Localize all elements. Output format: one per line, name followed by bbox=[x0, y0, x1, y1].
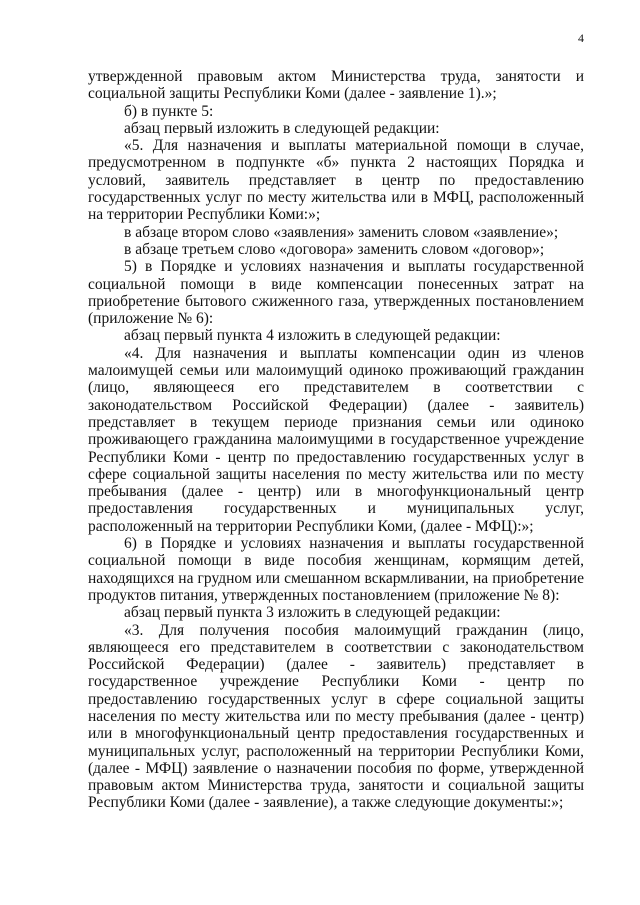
paragraph-9: «4. Для назначения и выплаты компенсации один из членов малоимущей семьи или малоимущий одиноко проживающий гражданин (лицо, являющееся его представителем в соответствии с законодательством Российской Федерации) (далее - заявитель) представляет в текущем периоде признания семьи или одиноко проживающего гражданина малоимущими в государственное учреждение Республики Коми - центр по предоставлению государственных услуг в сфере социальной защиты населения по месту жительства или по месту пребывания (далее - центр) или в многофункциональный центр предоставления государственных и муниципальных услуг, расположенный на территории Республики Коми, (далее - МФЦ):»; bbox=[88, 344, 584, 535]
paragraph-12: «3. Для получения пособия малоимущий гражданин (лицо, являющееся его представителем в соответствии с законодательством Российской Федерации) (далее - заявитель) представляет в государственное учреждение Республики Коми - центр по предоставлению государственных услуг в сфере социальной защиты населения по месту жительства или по месту пребывания (далее - центр) или в многофункциональный центр предоставления государственных и муниципальных услуг, расположенный на территории Республики Коми, (далее - МФЦ) заявление о назначении пособия по форме, утвержденной правовым актом Министерства труда, занятости и социальной защиты Республики Коми (далее - заявление), а также следующие документы:»; bbox=[88, 621, 584, 812]
paragraph-1: утвержденной правовым актом Министерства труда, занятости и социальной защиты Республики Коми (далее - заявление 1).»; bbox=[88, 68, 584, 103]
paragraph-8: абзац первый пункта 4 изложить в следующей редакции: bbox=[124, 327, 501, 345]
paragraph-3: абзац первый изложить в следующей редакции: bbox=[124, 119, 440, 137]
paragraph-6: в абзаце третьем слово «договора» заменить словом «договор»; bbox=[124, 240, 545, 258]
paragraph-2: б) в пункте 5: bbox=[124, 102, 214, 120]
paragraph-4: «5. Для назначения и выплаты материальной помощи в случае, предусмотренном в подпункте «б» пункта 2 настоящих Порядка и условий, заявитель представляет в центр по предоставлению государственных услуг по месту жительства или в МФЦ, расположенный на территории Республики Коми:»; bbox=[88, 137, 584, 224]
paragraph-10: 6) в Порядке и условиях назначения и выплаты государственной социальной помощи в виде пособия женщинам, кормящим детей, находящихся на грудном или смешанном вскармливании, на приобретение продуктов питания, утвержденных постановлением (приложение № 8): bbox=[88, 535, 584, 604]
paragraph-7: 5) в Порядке и условиях назначения и выплаты государственной социальной помощи в виде компенсации понесенных затрат на приобретение бытового сжиженного газа, утвержденных постановлением (приложение № 6): bbox=[88, 258, 584, 328]
document-body bbox=[88, 68, 584, 812]
paragraph-11: абзац первый пункта 3 изложить в следующей редакции: bbox=[124, 604, 501, 622]
paragraph-5: в абзаце втором слово «заявления» заменить словом «заявление»; bbox=[124, 223, 559, 241]
page-number: 4 bbox=[578, 31, 584, 45]
